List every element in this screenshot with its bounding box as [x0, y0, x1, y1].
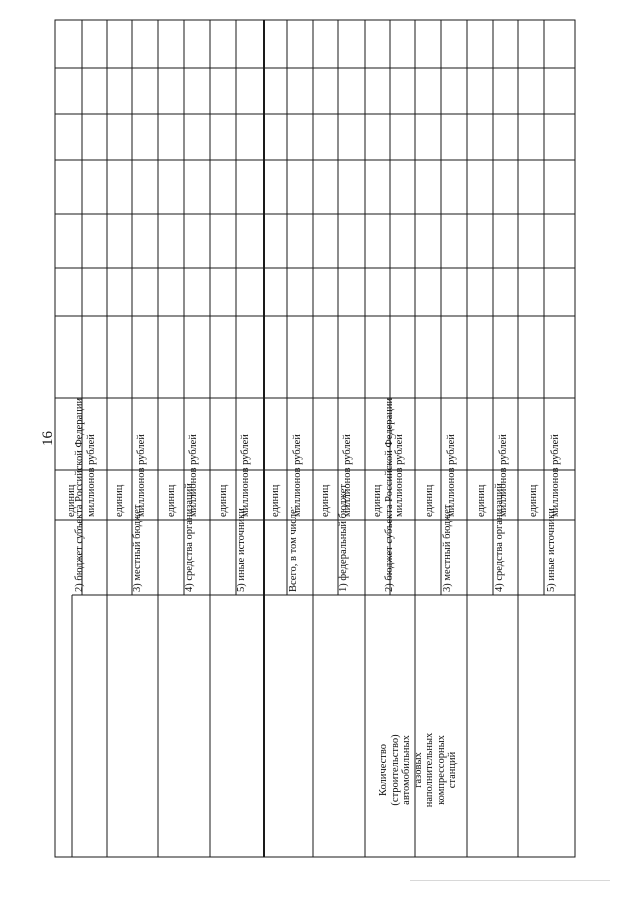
unit-money: миллионов рублей	[292, 434, 303, 517]
unit-money: миллионов рублей	[446, 434, 457, 517]
unit-count: единиц	[320, 484, 331, 517]
unit-count: единиц	[476, 484, 487, 517]
source-label-other: 5) иные источники	[546, 508, 557, 592]
unit-money: миллионов рублей	[240, 434, 251, 517]
unit-money: миллионов рублей	[188, 434, 199, 517]
source-label-federal: 1) федеральный бюджет	[338, 483, 349, 592]
unit-money: миллионов рублей	[136, 434, 147, 517]
unit-money: миллионов рублей	[550, 434, 561, 517]
source-label-regional: 2) бюджет субъекта Российской Федерации	[74, 397, 85, 592]
source-label-local: 3) местный бюджет	[442, 504, 453, 592]
source-label-organizations: 4) средства организаций	[184, 483, 195, 592]
scan-artifact	[410, 880, 610, 881]
unit-count: единиц	[270, 484, 281, 517]
page-number: 16	[40, 431, 56, 446]
source-label-regional: 2) бюджет субъекта Российской Федерации	[384, 397, 395, 592]
unit-count: единиц	[166, 484, 177, 517]
unit-money: миллионов рублей	[394, 434, 405, 517]
unit-count: единиц	[218, 484, 229, 517]
unit-count: единиц	[114, 484, 125, 517]
unit-count: единиц	[372, 484, 383, 517]
unit-money: миллионов рублей	[498, 434, 509, 517]
source-label-local: 3) местный бюджет	[132, 504, 143, 592]
unit-count: единиц	[424, 484, 435, 517]
source-label-organizations: 4) средства организаций	[494, 483, 505, 592]
unit-count: единиц	[528, 484, 539, 517]
source-label-total: Всего, в том числе:	[288, 506, 299, 592]
unit-money: миллионов рублей	[342, 434, 353, 517]
source-label-other: 5) иные источники	[236, 508, 247, 592]
table-frame	[55, 20, 575, 857]
unit-count: единиц	[66, 484, 77, 517]
unit-money: миллионов рублей	[86, 434, 97, 517]
row-header-stations: Количество (строительство) автомобильных газовых наполнительных компрессорных станций	[378, 732, 458, 808]
